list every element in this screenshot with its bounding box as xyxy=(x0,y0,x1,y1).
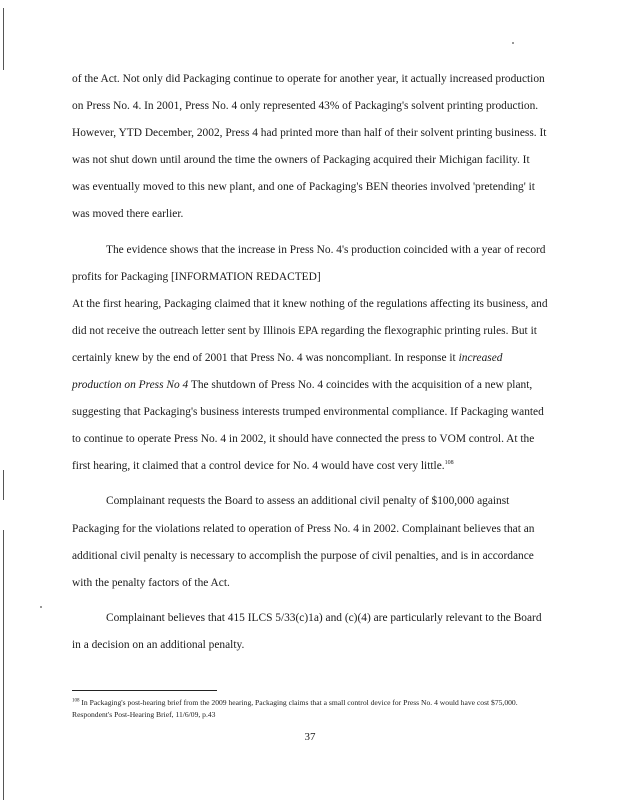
paragraph-first-hearing xyxy=(72,291,550,481)
scan-margin-mark xyxy=(3,8,4,70)
footnote-number: 108 xyxy=(72,698,80,704)
footnote-reference: 108 xyxy=(444,460,454,467)
paragraph-first-hearing-text: At the first hearing, Packaging claimed that it knew nothing of the regulations affecting its business, and did not receive the outreach letter sent by Illinois EPA regarding the flexographic printing rules. But it certainly knew by the end of 2001 that Press No. 4 was noncompliant. In response it xyxy=(72,297,548,364)
footnote xyxy=(72,697,550,721)
footnote-text: In Packaging's post-hearing brief from the 2009 hearing, Packaging claims that a small control device for Press No. 4 would have cost $75,000. Respondent's Post-Hearing Brief, 11/6/09, p.43 xyxy=(72,698,518,719)
paragraph-penalty-factors: Complainant believes that 415 ILCS 5/33(c)1a) and (c)(4) are particularly relevant to the Board in a decision on an additional penalty. xyxy=(72,611,542,651)
scan-margin-mark xyxy=(3,530,4,800)
paragraph-penalty-request: Complainant requests the Board to assess an additional civil penalty of $100,000 against Packaging for the violations related to operation of Press No. 4 in 2002. Complainant believes that an additional civil penalty is necessary to accomplish the purpose of civil penalties, and is in accordance with the penalty factors of the Act. xyxy=(72,495,535,589)
emphasized-text: increased production on Press No 4 xyxy=(72,351,503,392)
page-number: 37 xyxy=(304,731,316,743)
footnote-divider xyxy=(72,690,217,691)
document-body xyxy=(72,66,550,659)
paragraph-continuation: of the Act. Not only did Packaging continue to operate for another year, it actually increased production on Press No. 4. In 2001, Press No. 4 only represented 43% of Packaging's solvent printing production. However, YTD December, 2002, Press 4 had printed more than half of their solvent printing business. It was not shut down until around the time the owners of Packaging acquired their Michigan facility. It was eventually moved to this new plant, and one of Packaging's BEN theories involved 'pretending' it was moved there earlier. xyxy=(72,73,547,221)
paragraph-first-hearing-continued: The shutdown of Press No. 4 coincides with the acquisition of a new plant, suggesting that Packaging's business interests trumped environmental compliance. If Packaging wanted to continue to operate Press No. 4 in 2002, it should have connected the press to VOM control. At the first hearing, it claimed that a control device for No. 4 would have cost very little. xyxy=(72,379,544,473)
scan-margin-mark xyxy=(3,470,4,500)
scan-speck xyxy=(40,606,42,608)
scan-speck xyxy=(512,42,514,44)
paragraph-evidence: The evidence shows that the increase in Press No. 4's production coincided with a year of record profits for Packaging [INFORMATION REDACTED] xyxy=(72,243,546,283)
